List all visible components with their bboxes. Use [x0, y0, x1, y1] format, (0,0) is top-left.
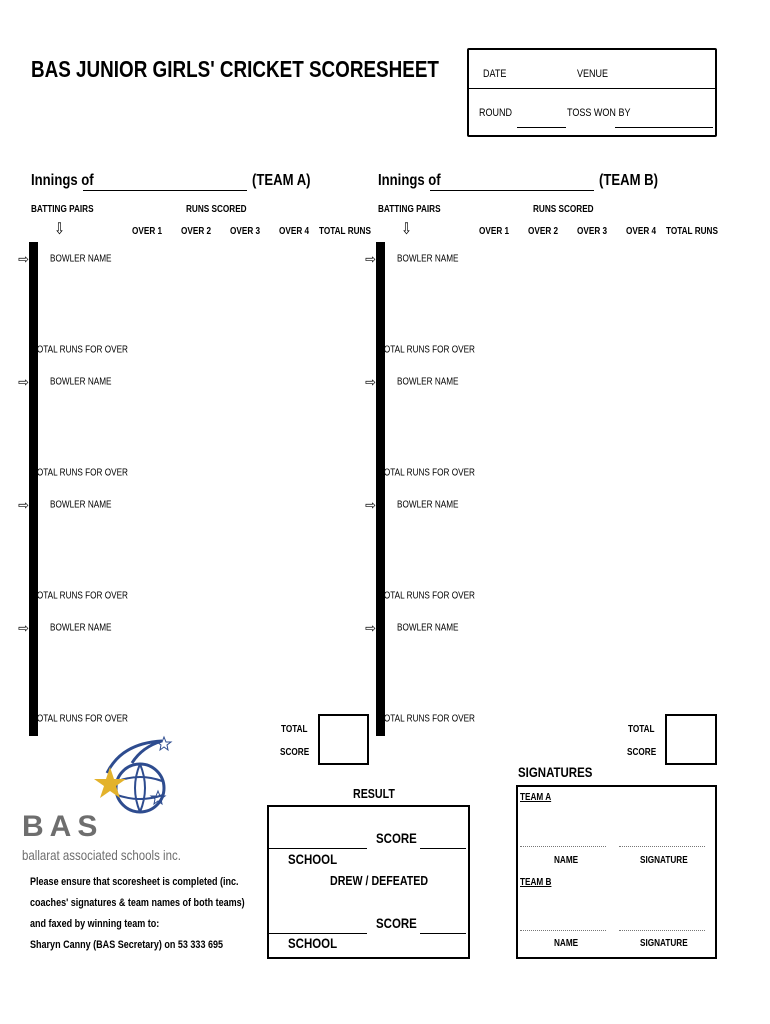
result-score-1-label: SCORE [376, 830, 417, 846]
team-a-team-label: (TEAM A) [252, 172, 311, 189]
signatures-title: SIGNATURES [518, 764, 593, 780]
team_b-runs-cell[interactable] [381, 275, 383, 304]
right-arrow-icon: ⇨ [18, 620, 29, 636]
total-runs-for-over-label: TOTAL RUNS FOR OVER [32, 713, 128, 724]
team_a-runs-cell[interactable] [34, 304, 36, 334]
team_a-runs-cell[interactable] [34, 457, 36, 490]
note-line-1: Please ensure that scoresheet is completed (inc. [30, 876, 239, 888]
team_a-runs-cell[interactable] [34, 275, 36, 304]
signatures-team-a: TEAM A [520, 792, 552, 803]
round-label: ROUND [479, 107, 513, 119]
result-score-2-label: SCORE [376, 915, 417, 931]
team-b-total-label: TOTAL [628, 724, 655, 735]
bowler-name-label: BOWLER NAME [50, 622, 112, 634]
signatures-box [516, 785, 717, 959]
team-b-name-label: NAME [554, 938, 579, 949]
result-school-2-label: SCHOOL [288, 935, 338, 951]
team-b-total-score-box[interactable] [665, 714, 717, 765]
total-runs-for-over-label: TOTAL RUNS FOR OVER [379, 344, 475, 355]
team_a-runs-cell[interactable] [34, 427, 36, 457]
venue-field[interactable] [615, 88, 713, 89]
right-arrow-icon: ⇨ [365, 620, 376, 636]
team_a-runs-cell[interactable] [34, 398, 36, 427]
team_b-runs-cell[interactable] [381, 427, 383, 457]
team_b-runs-cell[interactable] [381, 550, 383, 580]
team_a-runs-cell[interactable] [34, 334, 36, 367]
team-a-over-2: OVER 2 [181, 226, 212, 237]
team-b-batting-pairs: BATTING PAIRS [378, 204, 441, 215]
team-b-signature-label: SIGNATURE [640, 938, 688, 949]
note-line-2: coaches' signatures & team names of both teams) [30, 897, 245, 909]
team-a-name-label: NAME [554, 855, 579, 866]
total-runs-for-over-label: TOTAL RUNS FOR OVER [32, 467, 128, 478]
team_b-runs-cell[interactable] [381, 673, 383, 703]
team-b-over-2: OVER 2 [528, 226, 559, 237]
team_a-runs-cell[interactable] [34, 703, 36, 736]
team_b-runs-cell[interactable] [381, 703, 383, 736]
team_b-runs-cell[interactable] [381, 304, 383, 334]
team-b-total-runs-header: TOTAL RUNS [666, 226, 718, 237]
bowler-name-label: BOWLER NAME [397, 376, 459, 388]
result-school-1-label: SCHOOL [288, 851, 338, 867]
team-a-signature-label: SIGNATURE [640, 855, 688, 866]
team-a-over-1: OVER 1 [132, 226, 163, 237]
right-arrow-icon: ⇨ [18, 374, 29, 390]
note-line-4: Sharyn Canny (BAS Secretary) on 53 333 695 [30, 939, 224, 951]
team-a-name-field[interactable] [83, 190, 247, 191]
right-arrow-icon: ⇨ [365, 251, 376, 267]
team-a-score-label: SCORE [280, 747, 310, 758]
team-a-innings-label: Innings of [31, 172, 94, 189]
team-a-batting-pairs: BATTING PAIRS [31, 204, 94, 215]
team_a-runs-cell[interactable] [34, 644, 36, 673]
team-a-over-3: OVER 3 [230, 226, 261, 237]
team-a-total-label: TOTAL [281, 724, 308, 735]
total-runs-for-over-label: TOTAL RUNS FOR OVER [379, 590, 475, 601]
team-b-over-3: OVER 3 [577, 226, 608, 237]
team_b-runs-cell[interactable] [381, 521, 383, 550]
right-arrow-icon: ⇨ [365, 497, 376, 513]
toss-field[interactable] [615, 127, 713, 128]
bowler-name-label: BOWLER NAME [397, 499, 459, 511]
right-arrow-icon: ⇨ [365, 374, 376, 390]
team-a-over-4: OVER 4 [279, 226, 310, 237]
match-details-box [467, 48, 717, 137]
total-runs-for-over-label: TOTAL RUNS FOR OVER [32, 590, 128, 601]
bowler-name-label: BOWLER NAME [50, 376, 112, 388]
bowler-name-label: BOWLER NAME [397, 253, 459, 265]
team-b-innings-label: Innings of [378, 172, 441, 189]
total-runs-for-over-label: TOTAL RUNS FOR OVER [379, 467, 475, 478]
team-b-team-label: (TEAM B) [599, 172, 659, 189]
result-title: RESULT [353, 786, 395, 801]
team-b-name-field[interactable] [430, 190, 594, 191]
round-field[interactable] [517, 127, 566, 128]
team-b-signature-field[interactable] [619, 930, 705, 931]
date-field[interactable] [517, 88, 566, 89]
sheet-title: BAS JUNIOR GIRLS' CRICKET SCORESHEET [31, 56, 439, 82]
down-arrow-icon: ⇩ [401, 221, 412, 238]
team_a-runs-cell[interactable] [34, 580, 36, 613]
right-arrow-icon: ⇨ [18, 497, 29, 513]
logo-subtitle: ballarat associated schools inc. [22, 847, 181, 863]
down-arrow-icon: ⇩ [54, 221, 65, 238]
total-runs-for-over-label: TOTAL RUNS FOR OVER [379, 713, 475, 724]
toss-label: TOSS WON BY [567, 107, 631, 119]
team_b-runs-cell[interactable] [381, 334, 383, 367]
team-a-name-sig-field[interactable] [520, 846, 606, 847]
team-b-over-4: OVER 4 [626, 226, 657, 237]
venue-label: VENUE [577, 68, 609, 80]
team-a-total-runs-header: TOTAL RUNS [319, 226, 371, 237]
team_a-runs-cell[interactable] [34, 673, 36, 703]
team-b-runs-scored: RUNS SCORED [533, 204, 594, 215]
result-score-2-field[interactable] [420, 933, 466, 934]
team-a-runs-scored: RUNS SCORED [186, 204, 247, 215]
result-score-1-field[interactable] [420, 848, 466, 849]
bowler-name-label: BOWLER NAME [50, 253, 112, 265]
team_a-runs-cell[interactable] [34, 521, 36, 550]
logo-letters: BAS [22, 810, 104, 843]
result-school-2-field[interactable] [269, 933, 367, 934]
team-b-score-label: SCORE [627, 747, 657, 758]
signatures-team-b: TEAM B [520, 877, 552, 888]
team_a-runs-cell[interactable] [34, 550, 36, 580]
team-b-name-sig-field[interactable] [520, 930, 606, 931]
team-a-total-score-box[interactable] [318, 714, 369, 765]
right-arrow-icon: ⇨ [18, 251, 29, 267]
team-b-over-1: OVER 1 [479, 226, 510, 237]
team-a-signature-field[interactable] [619, 846, 705, 847]
bowler-name-label: BOWLER NAME [50, 499, 112, 511]
result-drew-defeated: DREW / DEFEATED [330, 873, 429, 888]
team_b-runs-cell[interactable] [381, 580, 383, 613]
date-label: DATE [483, 68, 507, 80]
team_b-runs-cell[interactable] [381, 644, 383, 673]
bowler-name-label: BOWLER NAME [397, 622, 459, 634]
team_b-runs-cell[interactable] [381, 457, 383, 490]
result-school-1-field[interactable] [269, 848, 367, 849]
team_b-runs-cell[interactable] [381, 398, 383, 427]
note-line-3: and faxed by winning team to: [30, 918, 160, 930]
total-runs-for-over-label: TOTAL RUNS FOR OVER [32, 344, 128, 355]
